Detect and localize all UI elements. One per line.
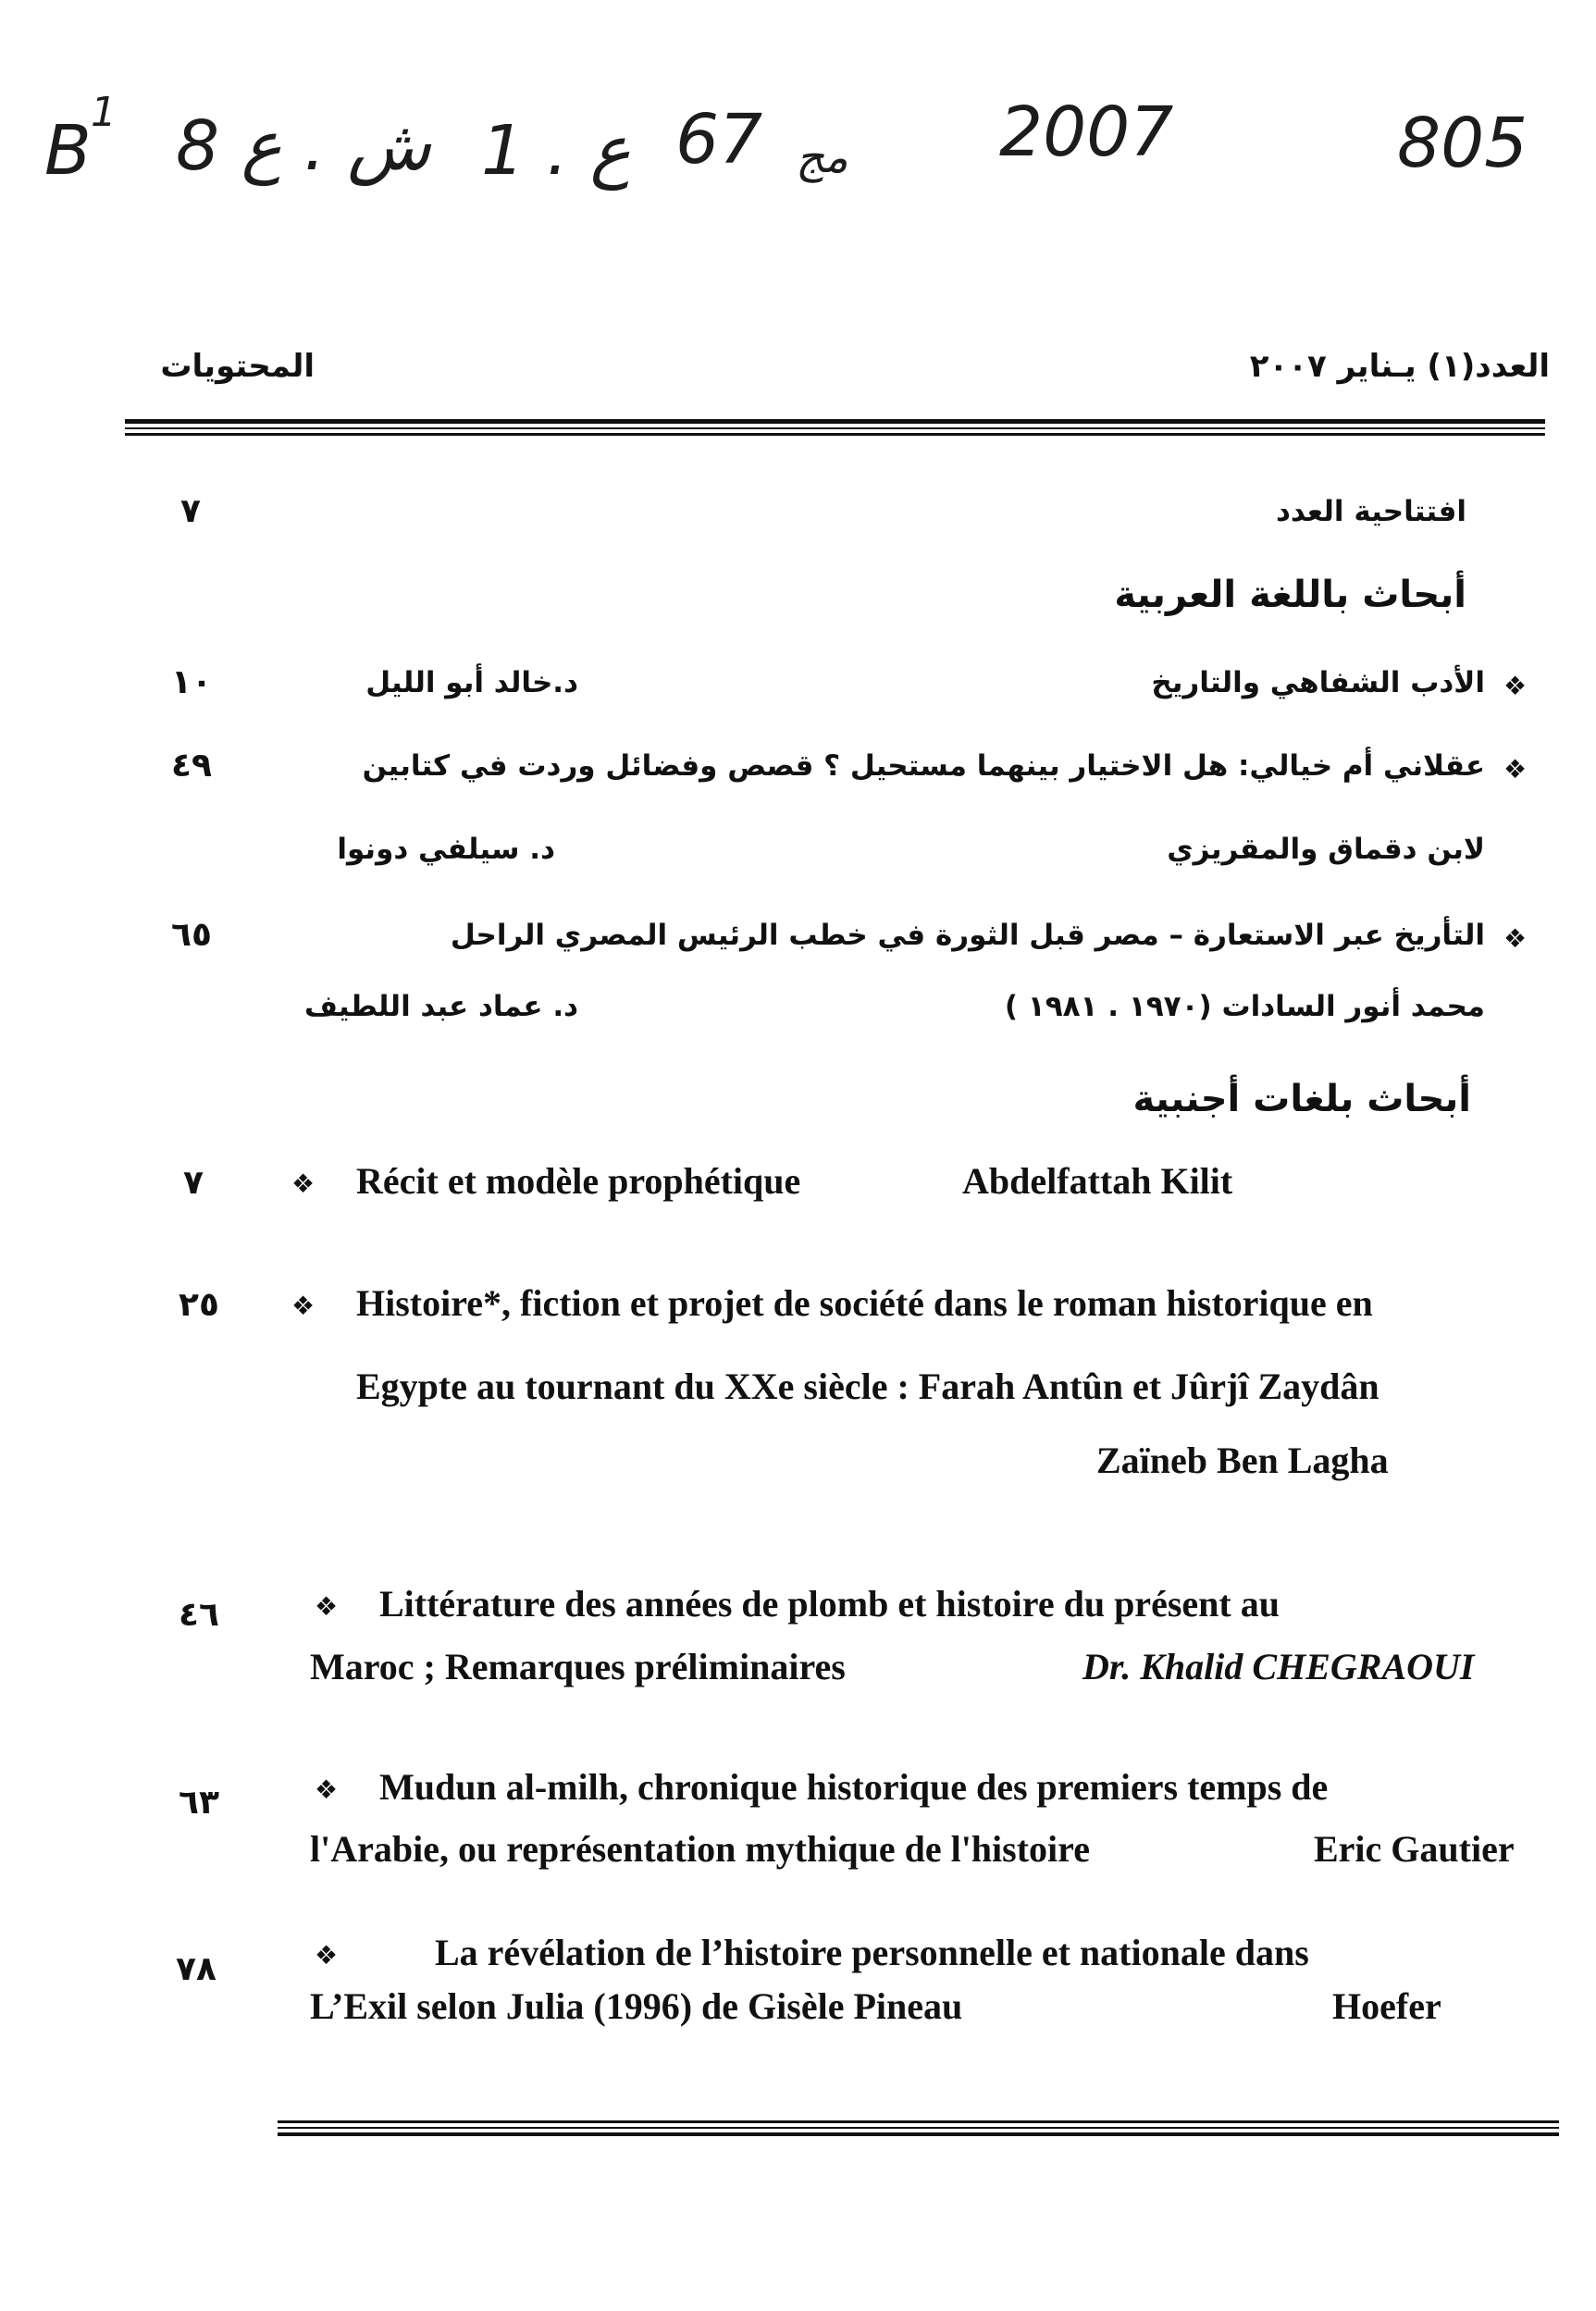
handwritten-note-a: B	[44, 111, 92, 191]
arabic-article-1-author: د.خالد أبو الليل	[365, 666, 578, 699]
arabic-article-3-author: د. عماد عبد اللطيف	[304, 990, 578, 1023]
foreign-article-4-page: ٦٣	[179, 1784, 219, 1822]
header-rule-thick	[125, 419, 1545, 424]
foreign-article-3-author: Dr. Khalid CHEGRAOUI	[1083, 1646, 1475, 1687]
handwritten-note-g: 805	[1397, 104, 1528, 183]
bullet-icon: ❖	[315, 1591, 339, 1622]
footer-rule-mid	[278, 2127, 1559, 2129]
arabic-article-2-author: د. سيلفي دونوا	[337, 833, 555, 866]
foreign-article-1-title: Récit et modèle prophétique	[356, 1160, 801, 1202]
foreign-article-4-title-line2: l'Arabie, ou représentation mythique de l'histoire	[310, 1828, 1090, 1870]
handwritten-note-f: 2007	[999, 93, 1174, 172]
arabic-article-3-title-line2: محمد أنور السادات (١٩٧٠ . ١٩٨١ )	[1004, 990, 1485, 1023]
footer-rule-top	[278, 2120, 1559, 2123]
foreign-section-heading: أبحاث بلغات أجنبية	[1132, 1078, 1471, 1120]
foreign-article-4-author: Eric Gautier	[1314, 1828, 1515, 1870]
foreign-article-2-page: ٢٥	[179, 1286, 219, 1324]
header-rule-bottom	[125, 433, 1545, 436]
foreign-article-5-title-line1: La révélation de l’histoire personnelle et nationale dans	[435, 1932, 1309, 1973]
handwritten-note-e: مج	[796, 131, 848, 183]
bullet-icon: ❖	[291, 1168, 315, 1199]
handwritten-note-d: 67	[675, 100, 763, 179]
foreign-article-5-page: ٧٨	[176, 1950, 217, 1988]
foreign-article-1-author: Abdelfattah Kilit	[962, 1160, 1233, 1202]
arabic-article-2-title-line1: عقلاني أم خيالي: هل الاختيار بينهما مستحيل ؟ قصص وفضائل وردت في كتابين	[362, 749, 1485, 783]
arabic-article-3-page: ٦٥	[171, 916, 212, 954]
editorial-page: ٧	[180, 492, 201, 530]
foreign-article-2-title-line1: Histoire*, fiction et projet de société dans le roman historique en	[356, 1282, 1373, 1324]
bullet-icon: ❖	[315, 1774, 339, 1805]
foreign-article-3-title-line1: Littérature des années de plomb et histoire du présent au	[379, 1583, 1280, 1625]
arabic-article-2-title-line2: لابن دقماق والمقريزي	[1167, 833, 1485, 866]
foreign-article-5-title-line2: L’Exil selon Julia (1996) de Gisèle Pineau	[310, 1985, 963, 2027]
bullet-icon: ❖	[1503, 923, 1528, 954]
foreign-article-3-title-line2: Maroc ; Remarques préliminaires	[310, 1646, 846, 1687]
arabic-article-2-page: ٤٩	[171, 747, 212, 785]
foreign-article-2-title-line2: Egypte au tournant du XXe siècle : Farah Antûn et Jûrjî Zaydân	[356, 1366, 1379, 1407]
handwritten-note-c: 1 . ع	[481, 111, 631, 191]
arabic-article-1-page: ١٠	[171, 663, 212, 701]
arabic-section-heading: أبحاث باللغة العربية	[1114, 574, 1466, 616]
header-rule-thin	[125, 427, 1545, 429]
handwritten-note	[0, 0, 1596, 222]
bullet-icon: ❖	[315, 1940, 339, 1971]
issue-label: العدد(١) يـناير ٢٠٠٧	[1249, 348, 1550, 385]
foreign-article-2-author: Zaïneb Ben Lagha	[1096, 1440, 1389, 1481]
page-title: المحتويات	[160, 348, 315, 385]
handwritten-note-a-sup: 1	[91, 89, 117, 136]
foreign-article-1-page: ٧	[183, 1164, 204, 1202]
bullet-icon: ❖	[1503, 671, 1528, 701]
foreign-article-3-page: ٤٦	[179, 1596, 219, 1634]
bullet-icon: ❖	[291, 1291, 315, 1321]
editorial-title: افتتاحية العدد	[1275, 495, 1466, 528]
foreign-article-5-author: Hoefer	[1332, 1985, 1441, 2027]
bullet-icon: ❖	[1503, 754, 1528, 785]
handwritten-note-b: 8 ش . ع	[176, 106, 431, 186]
foreign-article-4-title-line1: Mudun al-milh, chronique historique des premiers temps de	[379, 1766, 1329, 1808]
footer-rule-bottom	[278, 2132, 1559, 2136]
arabic-article-1-title: الأدب الشفاهي والتاريخ	[1151, 666, 1485, 699]
arabic-article-3-title-line1: التأريخ عبر الاستعارة – مصر قبل الثورة في خطب الرئيس المصري الراحل	[450, 919, 1485, 952]
